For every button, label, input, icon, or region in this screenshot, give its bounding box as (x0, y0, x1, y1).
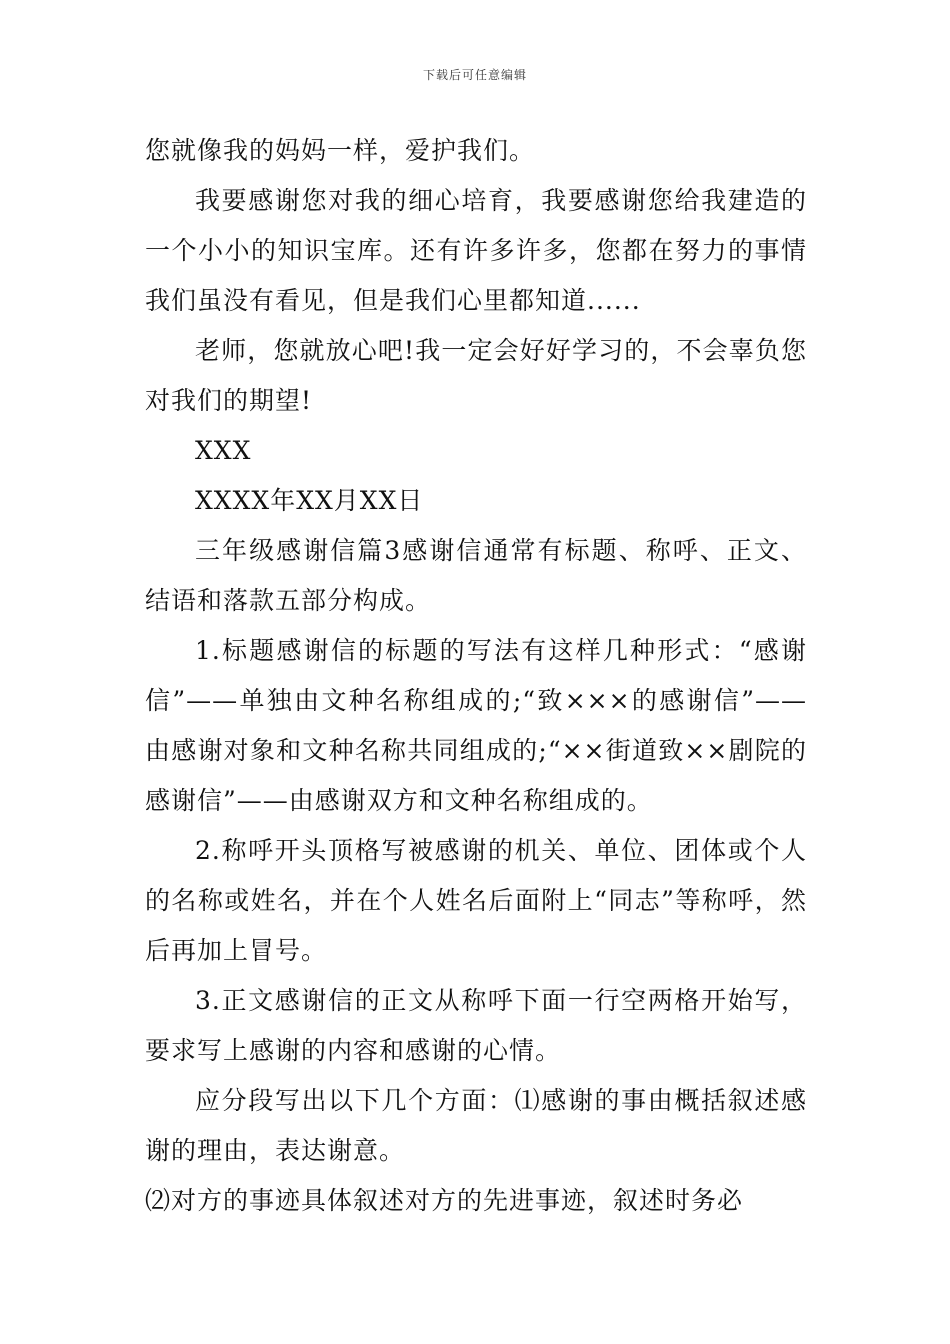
paragraph: 三年级感谢信篇3感谢信通常有标题、称呼、正文、结语和落款五部分构成。 (145, 536, 807, 615)
document-body (145, 126, 807, 1226)
signature-date: XXXX年XX月XX日 (195, 486, 424, 515)
paragraph: 老师，您就放心吧!我一定会好好学习的，不会辜负您对我们的期望! (145, 336, 807, 415)
paragraph: 3.正文感谢信的正文从称呼下面一行空两格开始写，要求写上感谢的内容和感谢的心情。 (145, 986, 807, 1065)
paragraph: 应分段写出以下几个方面：⑴感谢的事由概括叙述感谢的理由，表达谢意。 (145, 1086, 807, 1165)
paragraph: 2.称呼开头顶格写被感谢的机关、单位、团体或个人的名称或姓名，并在个人姓名后面附上“同志”等称呼，然后再加上冒号。 (145, 836, 807, 965)
paragraph: 我要感谢您对我的细心培育，我要感谢您给我建造的一个小小的知识宝库。还有许多许多，您都在努力的事情我们虽没有看见，但是我们心里都知道...... (145, 186, 807, 315)
paragraph: 您就像我的妈妈一样，爱护我们。 (145, 136, 536, 165)
paragraph: ⑵对方的事迹具体叙述对方的先进事迹，叙述时务必 (145, 1186, 744, 1215)
paragraph: 1.标题感谢信的标题的写法有这样几种形式：“感谢信”——单独由文种名称组成的;“致×××的感谢信”——由感谢对象和文种名称共同组成的;“××街道致××剧院的感谢信”——由感谢双方和文种名称组成的。 (145, 636, 807, 815)
signature-name: XXX (195, 436, 252, 465)
page-header: 下载后可任意编辑 (422, 68, 527, 82)
